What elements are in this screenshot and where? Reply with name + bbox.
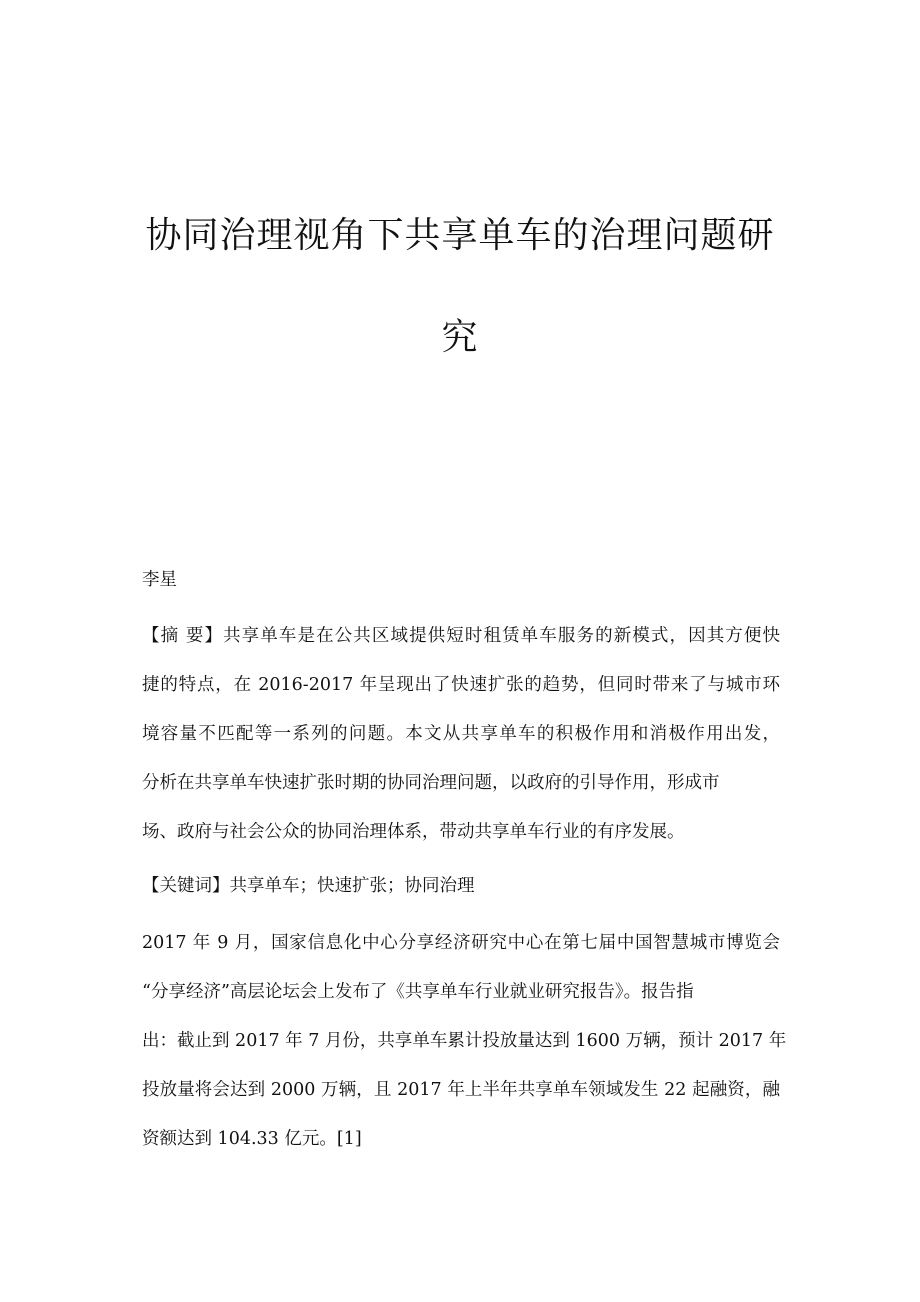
body-line-1: 2017 年 9 月，国家信息化中心分享经济研究中心在第七届中国智慧城市博览会: [142, 933, 780, 953]
paper-title-line-2: 究: [441, 317, 479, 358]
keywords-line: 【关键词】共享单车；快速扩张；协同治理: [142, 876, 475, 896]
body-line-5: 资额达到 104.33 亿元。[1]: [142, 1129, 362, 1149]
abstract-line-5: 场、政府与社会公众的协同治理体系，带动共享单车行业的有序发展。: [142, 822, 685, 842]
author-name: 李星: [142, 570, 177, 590]
body-line-2: “分享经济”高层论坛会上发布了《共享单车行业就业研究报告》。报告指: [142, 982, 694, 1002]
abstract-line-4: 分析在共享单车快速扩张时期的协同治理问题，以政府的引导作用，形成市: [142, 773, 720, 793]
abstract-line-1: 【摘 要】共享单车是在公共区域提供短时租赁单车服务的新模式，因其方便快: [142, 626, 780, 646]
body-line-4: 投放量将会达到 2000 万辆，且 2017 年上半年共享单车领域发生 22 起融资，融: [142, 1080, 780, 1100]
body-line-3: 出：截止到 2017 年 7 月份，共享单车累计投放量达到 1600 万辆，预计 2017 年: [142, 1031, 787, 1051]
abstract-line-2: 捷的特点，在 2016-2017 年呈现出了快速扩张的趋势，但同时带来了与城市环: [142, 675, 780, 695]
paper-title-line-1: 协同治理视角下共享单车的治理问题研: [145, 215, 775, 256]
abstract-line-3: 境容量不匹配等一系列的问题。本文从共享单车的积极作用和消极作用出发，: [142, 724, 780, 744]
